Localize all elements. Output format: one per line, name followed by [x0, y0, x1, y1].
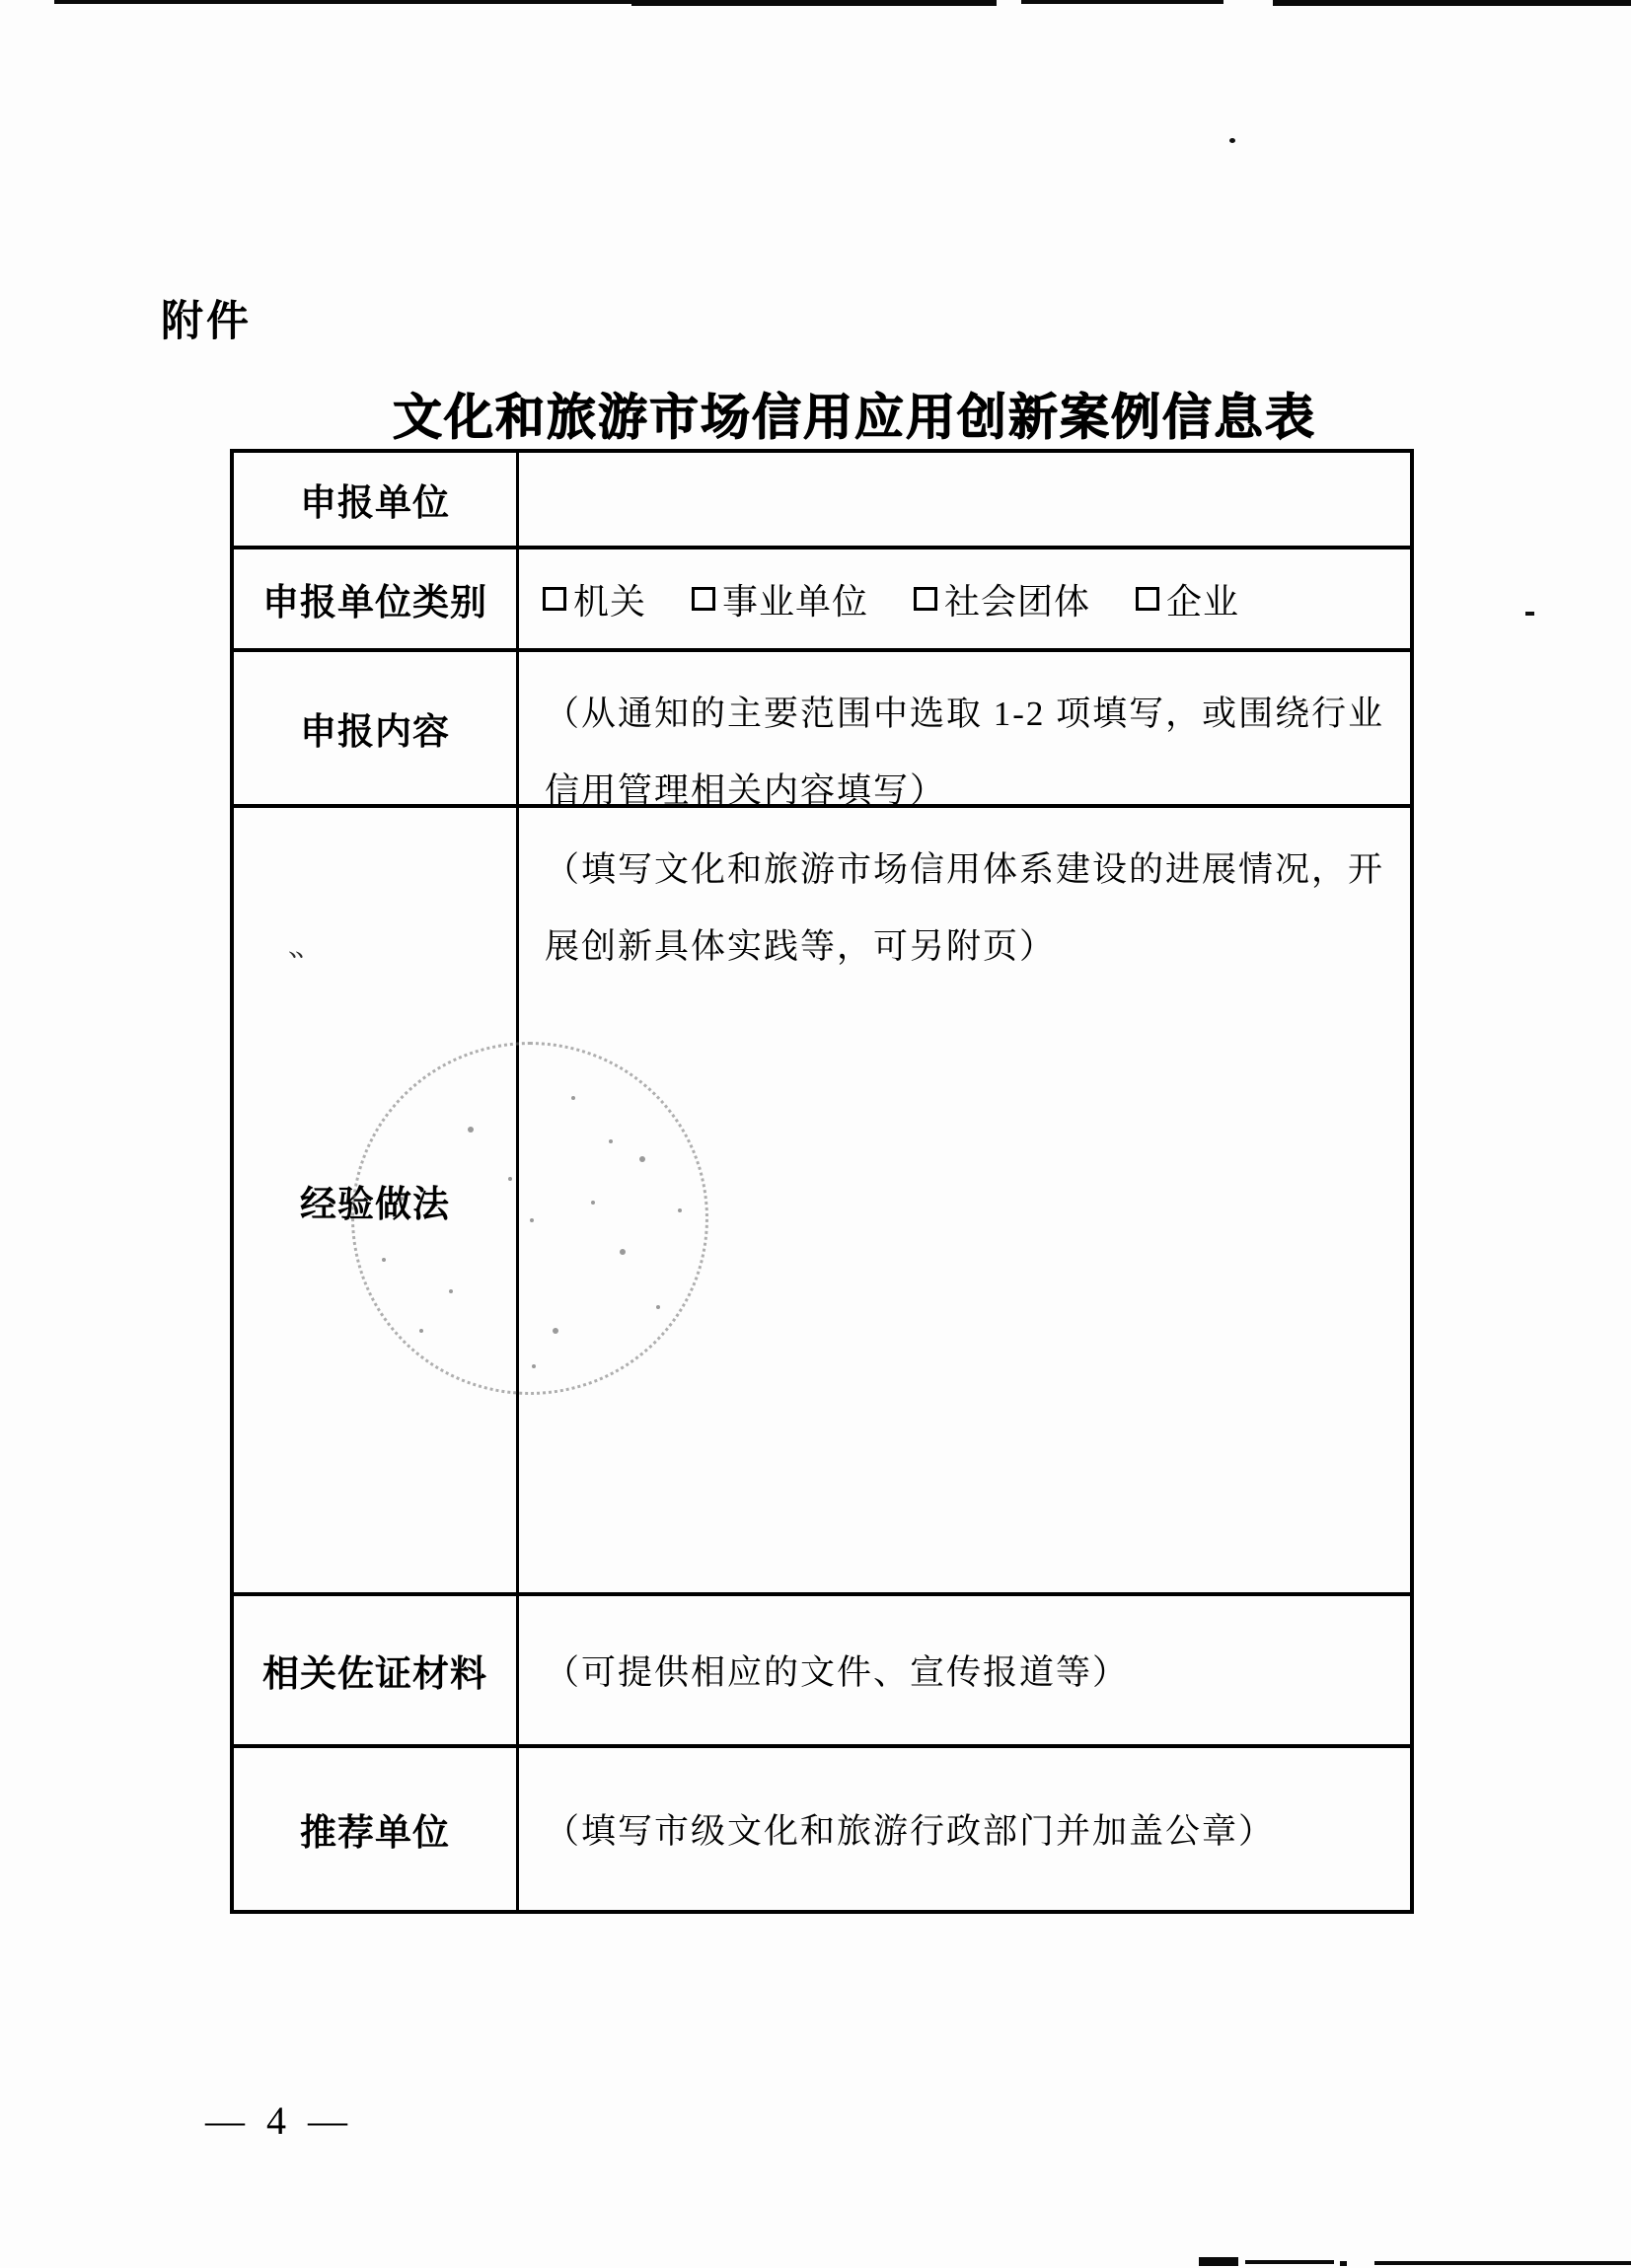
field-label-recommending-unit [234, 1748, 519, 1910]
field-label-application-content [234, 652, 519, 808]
scan-artifact-top-3 [1021, 0, 1223, 4]
scan-artifact-top-4 [1273, 0, 1631, 6]
checkbox-icon[interactable] [692, 587, 715, 611]
field-label-text: 申报内容 [300, 711, 450, 752]
option-label: 机关 [573, 580, 647, 622]
field-value-experience-practices[interactable]: （填写文化和旅游市场信用体系建设的进展情况，开展创新具体实践等，可另附页） [519, 808, 1410, 1596]
page-number: — 4 — [205, 2098, 353, 2143]
field-label-applicant-unit [234, 453, 519, 549]
field-label-unit-type [234, 549, 519, 652]
field-label-text: 推荐单位 [300, 1812, 450, 1853]
checkbox-icon[interactable] [543, 587, 566, 611]
option-label: 企业 [1166, 580, 1240, 622]
scan-artifact-bottom-1 [1199, 2257, 1238, 2266]
scan-speck-2 [1525, 612, 1534, 616]
page-title: 文化和旅游市场信用应用创新案例信息表 [393, 390, 1316, 445]
faded-seal-stamp [351, 1042, 708, 1395]
option-public-institution[interactable] [692, 574, 868, 624]
option-enterprise[interactable] [1136, 574, 1239, 624]
field-label-text: 申报单位类别 [262, 582, 487, 622]
checkbox-icon[interactable] [914, 587, 937, 611]
option-government-organ[interactable] [543, 574, 646, 624]
field-label-text: 经验做法 [300, 1183, 450, 1224]
scan-artifact-bottom-3 [1340, 2261, 1347, 2266]
scan-artifact-top-1 [54, 0, 631, 4]
scan-artifact-bottom-2 [1245, 2260, 1334, 2264]
field-label-text: 相关佐证材料 [262, 1653, 487, 1694]
field-label-supporting-materials [234, 1596, 519, 1748]
field-value-recommending-unit[interactable]: （填写市级文化和旅游行政部门并加盖公章） [545, 1812, 1276, 1851]
checkbox-icon[interactable] [1136, 587, 1159, 611]
option-label: 事业单位 [722, 580, 869, 622]
seal-speckles [530, 1218, 534, 1222]
field-label-text: 申报单位 [300, 482, 450, 523]
scan-artifact-top-2 [631, 0, 997, 6]
scan-artifact-bottom-4 [1374, 2261, 1631, 2265]
attachment-label: 附件 [161, 298, 252, 345]
option-label: 社会团体 [944, 580, 1091, 622]
option-social-organization[interactable] [914, 574, 1090, 624]
field-value-application-content[interactable]: （从通知的主要范围中选取 1-2 项填写，或围绕行业信用管理相关内容填写） [519, 652, 1410, 808]
field-value-supporting-materials[interactable]: （可提供相应的文件、宣传报道等） [519, 1596, 1410, 1748]
stray-ink-mark: 、、 [288, 932, 316, 962]
field-value-applicant-unit[interactable] [519, 453, 1410, 549]
field-value-unit-type [519, 549, 1410, 652]
scan-speck-1 [1229, 138, 1235, 143]
